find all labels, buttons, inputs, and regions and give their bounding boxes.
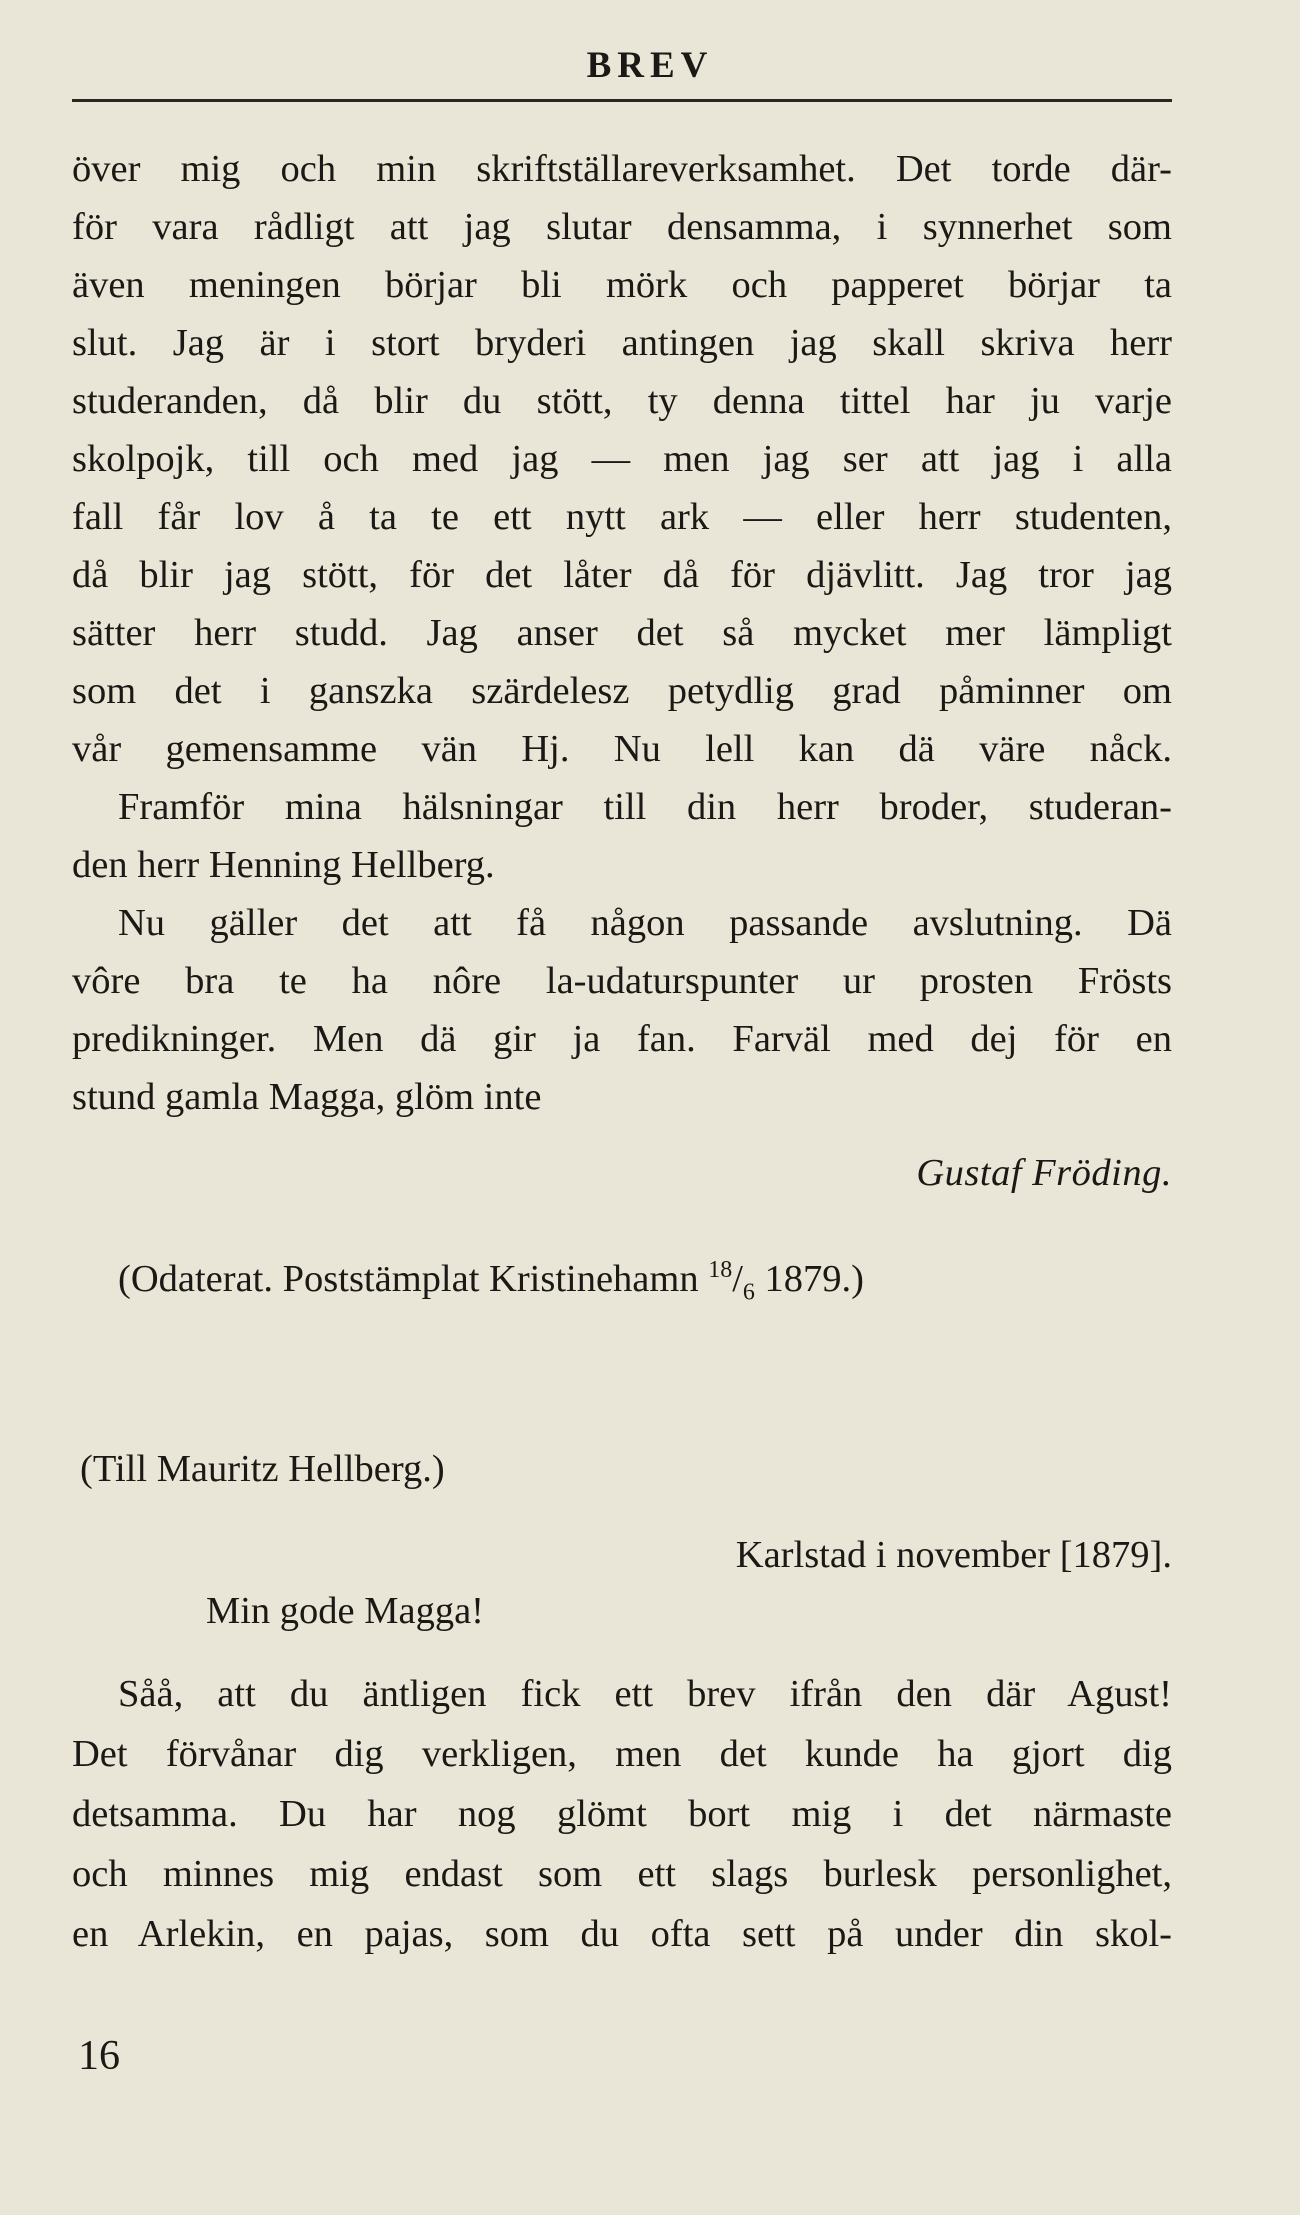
salutation: Min gode Magga! (206, 1590, 484, 1632)
text-line: studeranden, då blir du stött, ty denna tittel har ju varje (72, 380, 1172, 422)
place-date: Karlstad i november [1879]. (735, 1534, 1172, 1576)
letter-line: detsamma. Du har nog glömt bort mig i det närmaste (72, 1793, 1172, 1835)
text-line: även meningen börjar bli mörk och papperet börjar ta (72, 264, 1172, 306)
text-line: den herr Henning Hellberg. (72, 844, 495, 886)
text-line: fall får lov å ta te ett nytt ark — eller herr studenten, (72, 496, 1172, 538)
text-line: som det i ganszka szärdelesz petydlig grad påminner om (72, 670, 1172, 712)
signature: Gustaf Fröding. (916, 1152, 1172, 1194)
text-line: stund gamla Magga, glöm inte (72, 1076, 542, 1118)
date-note-suffix: 1879.) (754, 1258, 864, 1300)
letter-line: och minnes mig endast som ett slags burlesk personlighet, (72, 1853, 1172, 1895)
page-number: 16 (78, 2033, 120, 2079)
text-line: över mig och min skriftställareverksamhet. Det torde där- (72, 148, 1172, 190)
text-line: Framför mina hälsningar till din herr broder, studeran- (118, 786, 1172, 828)
text-line: då blir jag stött, för det låter då för djävlitt. Jag tror jag (72, 554, 1172, 596)
recipient-line: (Till Mauritz Hellberg.) (80, 1448, 445, 1490)
text-line: skolpojk, till och med jag — men jag ser att jag i alla (72, 438, 1172, 480)
date-note (118, 1250, 1172, 1308)
letter-line: Det förvånar dig verkligen, men det kunde ha gjort dig (72, 1733, 1172, 1775)
date-note-denominator: 6 (742, 1279, 755, 1306)
letter-line: en Arlekin, en pajas, som du ofta sett på under din skol- (72, 1913, 1172, 1955)
header-rule (72, 99, 1172, 102)
date-note-numerator: 18 (708, 1257, 733, 1284)
text-line: för vara rådligt att jag slutar densamma, i synnerhet som (72, 206, 1172, 248)
running-header: BREV (586, 45, 714, 86)
date-note-prefix: (Odaterat. Poststämplat Kristinehamn (118, 1258, 709, 1300)
text-line: vår gemensamme vän Hj. Nu lell kan dä väre nåck. (72, 728, 1172, 770)
text-line: predikninger. Men dä gir ja fan. Farväl med dej för en (72, 1018, 1172, 1060)
text-line: sätter herr studd. Jag anser det så mycket mer lämpligt (72, 612, 1172, 654)
text-line: vôre bra te ha nôre la-udaturspunter ur prosten Frösts (72, 960, 1172, 1002)
letter-line: Såå, att du äntligen fick ett brev ifrån den där Agust! (118, 1673, 1172, 1715)
date-note-slash: / (732, 1258, 743, 1300)
text-line: Nu gäller det att få någon passande avslutning. Dä (118, 902, 1172, 944)
text-line: slut. Jag är i stort bryderi antingen jag skall skriva herr (72, 322, 1172, 364)
